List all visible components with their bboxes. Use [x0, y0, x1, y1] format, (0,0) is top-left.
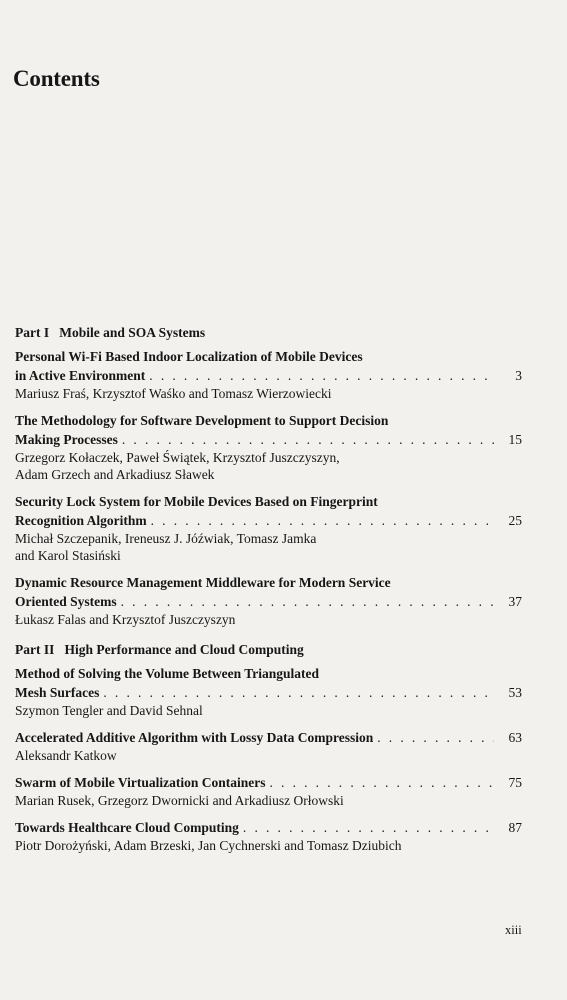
- chapter-authors: Michał Szczepanik, Ireneusz J. Jóźwiak, Tomasz Jamka: [15, 531, 317, 546]
- toc-entry[interactable]: [15, 728, 522, 764]
- toc-entry[interactable]: [15, 773, 522, 809]
- chapter-title-line: Towards Healthcare Cloud Computing: [15, 820, 239, 835]
- chapter-authors: Grzegorz Kołaczek, Paweł Świątek, Krzysztof Juszczyszyn,: [15, 450, 340, 465]
- chapter-title-line: Recognition Algorithm: [15, 513, 147, 528]
- chapter-title-line: Personal Wi-Fi Based Indoor Localization of Mobile Devices: [15, 349, 363, 364]
- chapter-page-number: 53: [508, 685, 522, 700]
- dot-leader: [149, 366, 494, 385]
- chapter-authors: Adam Grzech and Arkadiusz Sławek: [15, 467, 215, 482]
- part-heading: Part I Mobile and SOA Systems: [15, 325, 206, 340]
- table-of-contents: [15, 324, 522, 863]
- toc-entry[interactable]: [15, 664, 522, 719]
- chapter-page-number: 3: [515, 368, 522, 383]
- dot-leader: [122, 430, 494, 449]
- chapter-page-number: 37: [508, 594, 522, 609]
- chapter-title-line: Making Processes: [15, 432, 118, 447]
- chapter-title-line: Swarm of Mobile Virtualization Containers: [15, 775, 266, 790]
- toc-entry[interactable]: [15, 818, 522, 854]
- dot-leader: [243, 818, 494, 837]
- chapter-title-row: [15, 683, 522, 702]
- chapter-authors: Łukasz Falas and Krzysztof Juszczyszyn: [15, 612, 236, 627]
- chapter-authors: Mariusz Fraś, Krzysztof Waśko and Tomasz Wierzowiecki: [15, 386, 332, 401]
- chapter-title-line: The Methodology for Software Development to Support Decision: [15, 413, 389, 428]
- toc-entry[interactable]: [15, 347, 522, 402]
- dot-leader: [151, 511, 494, 530]
- chapter-title-line: Accelerated Additive Algorithm with Lossy Data Compression: [15, 730, 374, 745]
- chapter-authors: Szymon Tengler and David Sehnal: [15, 703, 203, 718]
- chapter-title-row: [15, 430, 522, 449]
- toc-entry[interactable]: [15, 573, 522, 628]
- chapter-page-number: 15: [508, 432, 522, 447]
- dot-leader: [377, 728, 494, 747]
- dot-leader: [121, 592, 494, 611]
- chapter-authors: Piotr Dorożyński, Adam Brzeski, Jan Cychnerski and Tomasz Dziubich: [15, 838, 402, 853]
- chapter-title-line: Dynamic Resource Management Middleware for Modern Service: [15, 575, 391, 590]
- toc-entry[interactable]: [15, 411, 522, 483]
- chapter-title-row: [15, 818, 522, 837]
- chapter-title-row: [15, 592, 522, 611]
- chapter-title-line: Oriented Systems: [15, 594, 117, 609]
- chapter-title-line: Security Lock System for Mobile Devices Based on Fingerprint: [15, 494, 378, 509]
- chapter-page-number: 63: [508, 730, 522, 745]
- chapter-title-row: [15, 366, 522, 385]
- chapter-authors: and Karol Stasiński: [15, 548, 121, 563]
- chapter-title-line: in Active Environment: [15, 368, 146, 383]
- page-number-folio: xiii: [505, 923, 522, 937]
- chapter-title-line: Method of Solving the Volume Between Triangulated: [15, 666, 320, 681]
- contents-heading: Contents: [13, 66, 100, 91]
- chapter-page-number: 87: [508, 820, 522, 835]
- chapter-page-number: 75: [508, 775, 522, 790]
- chapter-authors: Aleksandr Katkow: [15, 748, 117, 763]
- chapter-title-line: Mesh Surfaces: [15, 685, 100, 700]
- toc-entry[interactable]: [15, 492, 522, 564]
- chapter-title-row: [15, 773, 522, 792]
- chapter-authors: Marian Rusek, Grzegorz Dwornicki and Arkadiusz Orłowski: [15, 793, 344, 808]
- chapter-title-row: [15, 728, 522, 747]
- dot-leader: [103, 683, 494, 702]
- chapter-page-number: 25: [508, 513, 522, 528]
- chapter-title-row: [15, 511, 522, 530]
- part-heading: Part II High Performance and Cloud Computing: [15, 642, 304, 657]
- dot-leader: [269, 773, 494, 792]
